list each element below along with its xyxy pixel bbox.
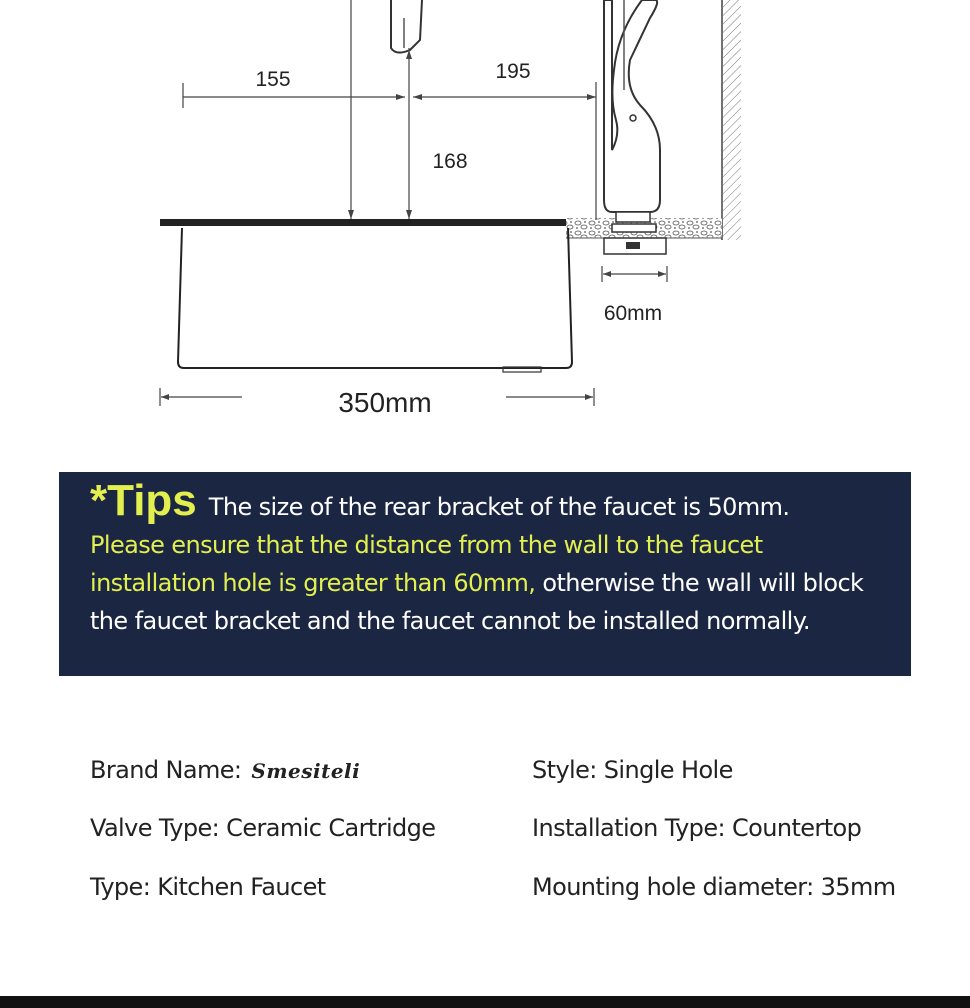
spec-type: Type: Kitchen Faucet <box>90 873 326 901</box>
bottom-divider <box>0 996 970 1008</box>
dim-label-60mm: 60mm <box>603 302 663 325</box>
spec-mounting-hole: Mounting hole diameter: 35mm <box>532 873 896 901</box>
spec-brand-label: Brand Name: <box>90 756 242 784</box>
dimension-diagram <box>0 0 970 440</box>
spec-brand <box>90 756 360 784</box>
faucet-body <box>604 0 666 254</box>
dim-label-350mm: 350mm <box>338 387 432 418</box>
spec-style: Style: Single Hole <box>532 756 733 784</box>
dim-label-155: 155 <box>255 68 291 91</box>
dim-label-168: 168 <box>432 150 468 173</box>
spout-tip <box>391 0 422 53</box>
tips-content <box>90 476 891 640</box>
tips-highlight: Please ensure that the distance from the wall to the faucet installation hole is greater than 60mm, <box>90 531 763 597</box>
dim-label-195: 195 <box>495 60 531 83</box>
sink-bowl <box>178 228 572 368</box>
tips-line1: The size of the rear bracket of the faucet is 50mm. <box>208 493 790 521</box>
spec-installation-type: Installation Type: Countertop <box>532 814 862 842</box>
dimension-lines <box>160 0 667 406</box>
wall <box>722 0 741 240</box>
spec-valve-type: Valve Type: Ceramic Cartridge <box>90 814 436 842</box>
brand-logo: Smesiteli <box>251 759 361 783</box>
tips-title: *Tips <box>90 476 197 525</box>
tips-box <box>59 472 911 676</box>
tips-rest: otherwise the wall will block the faucet bracket and the faucet cannot be installed normally. <box>90 569 864 635</box>
